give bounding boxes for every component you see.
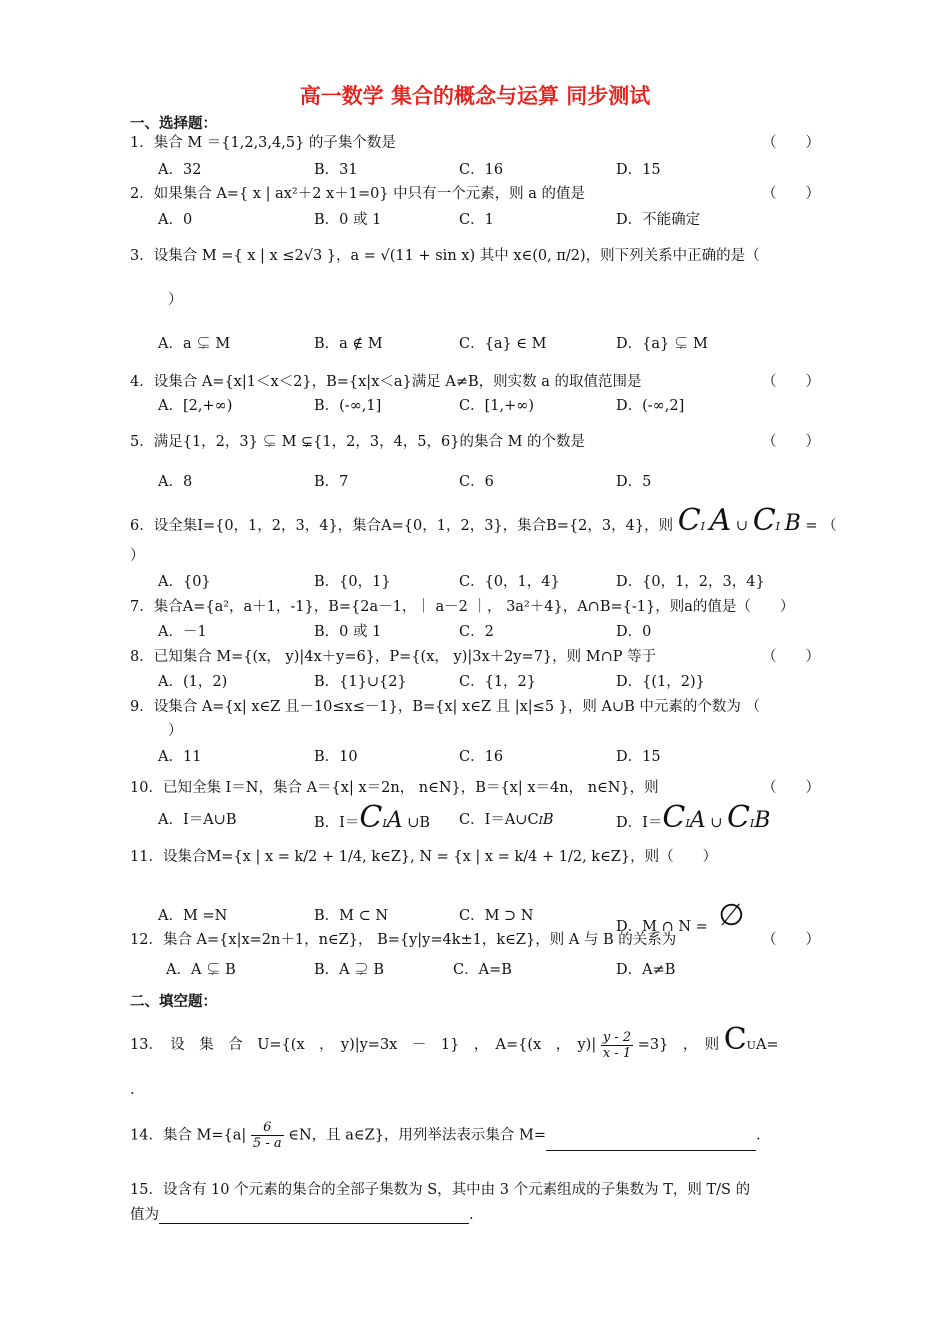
section-choice-heading: 一、选择题：: [130, 116, 217, 132]
option-c: C．16: [459, 162, 504, 178]
option-c: C．2: [459, 624, 494, 640]
options-1: [158, 158, 818, 182]
option-c: C．16: [459, 749, 504, 765]
options-4: [158, 394, 818, 418]
option-b: B．(-∞,1]: [314, 398, 382, 414]
options-2: [158, 208, 818, 232]
option-a: A．{0}: [158, 574, 211, 590]
option-c: C．{a} ∈ M: [459, 336, 547, 352]
question-stem: 7．集合A={a²，a＋1，-1}，B={2a－1，｜ a－2 ｜， 3a²＋4}，A∩B={-1}，则a的值是（ ）: [130, 599, 795, 615]
question-13: 13． 设 集 合 U={(x ， y)|y=3x － 1} ， A={(x ， y)| $\frac{y - 2}{x - 1}$ =3} ， 则 CUA=: [130, 1022, 779, 1061]
option-a: A．A ⊊ B: [166, 962, 236, 978]
options-10: [158, 800, 818, 834]
option-d: D．I＝CIA ∪ CIB: [616, 800, 771, 835]
question-stem: 10．已知全集 I＝N，集合 A＝{x| x＝2n， n∈N}，B＝{x| x＝4n， n∈N}，则: [130, 780, 659, 796]
page-title: 高一数学 集合的概念与运算 同步测试: [299, 84, 651, 108]
question-14: 14．集合 M={a| $\frac{6}{5 - a}$ ∈N，且 a∈Z}，用列举法表示集合 M= .: [130, 1120, 761, 1151]
option-d: D．5: [616, 474, 652, 490]
options-8: [158, 670, 818, 694]
option-b: B．0 或 1: [314, 624, 382, 640]
answer-paren: （ ）: [762, 780, 820, 796]
question-15: 15．设含有 10 个元素的集合的全部子集数为 S，其中由 3 个元素组成的子集数为 T，则 T/S 的: [130, 1182, 751, 1198]
option-d: D．{a} ⊊ M: [616, 336, 708, 352]
options-11: [158, 898, 818, 935]
option-b: B．10: [314, 749, 358, 765]
option-c: C．A=B: [453, 962, 512, 978]
option-b: B．A ⊋ B: [314, 962, 385, 978]
section-fill-heading: 二、填空题：: [130, 994, 217, 1010]
answer-paren: （ ）: [762, 434, 820, 450]
option-b: B．a ∉ M: [314, 336, 383, 352]
option-d: D．15: [616, 162, 661, 178]
option-c: C．{0，1，4}: [459, 574, 560, 590]
option-d: D．(-∞,2]: [616, 398, 685, 414]
question-stem: 2．如果集合 A={ x | ax²＋2 x＋1=0} 中只有一个元素，则 a 的值是: [130, 186, 586, 202]
option-d: D．{0，1，2，3，4}: [616, 574, 765, 590]
option-a: A．(1，2): [158, 674, 228, 690]
options-9: [158, 745, 818, 769]
option-c: C．M ⊃ N: [459, 908, 534, 924]
option-c: C．[1,+∞): [459, 398, 534, 414]
question-stem: 9．设集合 A={x| x∈Z 且－10≤x≤－1}，B={x| x∈Z 且 |x|≤5 }，则 A∪B 中元素的个数为 （: [130, 699, 760, 715]
question-10: [130, 776, 820, 797]
question-13-dot: .: [130, 1082, 135, 1098]
complement-expression: CI A ∪ CI B: [677, 503, 801, 538]
option-d: D．15: [616, 749, 661, 765]
answer-paren: （ ）: [762, 186, 820, 202]
answer-paren: （ ）: [762, 649, 820, 665]
option-d: D．0: [616, 624, 652, 640]
option-a: A．32: [158, 162, 202, 178]
option-b: B．0 或 1: [314, 212, 382, 228]
option-c: C．I＝A∪CIB: [459, 812, 554, 828]
option-b: B．7: [314, 474, 349, 490]
question-8: [130, 645, 820, 666]
question-stem: 3．设集合 M ={ x | x ≤2√3 }，a = √(11 + sin x) 其中 x∈(0, π/2)，则下列关系中正确的是（: [130, 248, 760, 264]
option-b: B．{0，1}: [314, 574, 391, 590]
answer-paren: （ ）: [762, 135, 820, 151]
question-6-close: ）: [130, 548, 145, 564]
answer-blank[interactable]: [159, 1207, 469, 1224]
option-a: A．I＝A∪B: [158, 812, 237, 828]
option-c: C．{1，2}: [459, 674, 536, 690]
question-stem: 4．设集合 A={x|1＜x＜2}，B={x|x＜a}满足 A≠B，则实数 a 的取值范围是: [130, 374, 642, 390]
fraction: $\frac{6}{5 - a}$: [252, 1120, 282, 1151]
answer-paren: （ ）: [762, 932, 820, 948]
options-6: [158, 570, 818, 594]
option-b: B．M ⊂ N: [314, 908, 389, 924]
question-stem: 11．设集合M={x | x = k/2 + 1/4, k∈Z}, N = {x | x = k/4 + 1/2, k∈Z}，则（ ）: [130, 849, 718, 865]
option-b: B．31: [314, 162, 358, 178]
question-stem: 5．满足{1，2，3} ⊊ M ⊊{1，2，3，4，5，6}的集合 M 的个数是: [130, 434, 586, 450]
option-a: A．－1: [158, 624, 207, 640]
question-11: [130, 845, 820, 866]
question-5: [130, 430, 820, 451]
question-3: [130, 244, 820, 265]
options-12: [158, 958, 818, 982]
empty-set-icon: ∅: [718, 898, 745, 933]
option-c: C．1: [459, 212, 494, 228]
answer-paren: （ ）: [762, 374, 820, 390]
question-stem: 12．集合 A={x|x=2n＋1，n∈Z}， B={y|y=4k±1，k∈Z}，则 A 与 B 的关系为: [130, 932, 677, 948]
question-12: [130, 928, 820, 949]
question-7: [130, 595, 820, 616]
question-9: [130, 695, 820, 716]
options-3: [158, 332, 818, 356]
option-d: D．{(1，2)}: [616, 674, 705, 690]
option-d: D．不能确定: [616, 212, 701, 228]
option-a: A．M =N: [158, 908, 228, 924]
options-5: [158, 470, 818, 494]
question-stem: 1．集合 M ＝{1,2,3,4,5} 的子集个数是: [130, 135, 396, 151]
option-d: D．M ∩ N = ∅: [616, 898, 745, 935]
option-a: A．8: [158, 474, 193, 490]
option-a: A．11: [158, 749, 202, 765]
option-a: A．0: [158, 212, 193, 228]
question-15-line2: 值为 .: [130, 1207, 474, 1223]
options-7: [158, 620, 818, 644]
option-b: B．{1}∪{2}: [314, 674, 407, 690]
option-a: A．a ⊊ M: [158, 336, 231, 352]
question-2: [130, 182, 820, 203]
question-6: 6．设全集I={0，1，2，3，4}，集合A={0，1，2，3}，集合B={2，3，4}，则 CI A ∪ CI B = （: [130, 503, 837, 538]
option-a: A．[2,+∞): [158, 398, 233, 414]
question-9-close: ）: [168, 723, 183, 739]
option-d: D．A≠B: [616, 962, 676, 978]
question-stem: 6．设全集I={0，1，2，3，4}，集合A={0，1，2，3}，集合B={2，3，4}，则: [130, 518, 674, 534]
question-stem: 8．已知集合 M={(x， y)|4x＋y=6}，P={(x， y)|3x＋2y=7}，则 M∩P 等于: [130, 649, 657, 665]
fraction: $\frac{y - 2}{x - 1}$: [602, 1029, 632, 1061]
option-c: C．6: [459, 474, 494, 490]
option-b: B．I＝CIA ∪B: [314, 800, 431, 835]
question-3-close: ）: [168, 292, 183, 308]
question-1: [130, 131, 820, 152]
question-4: [130, 370, 820, 391]
answer-blank[interactable]: [546, 1134, 756, 1151]
